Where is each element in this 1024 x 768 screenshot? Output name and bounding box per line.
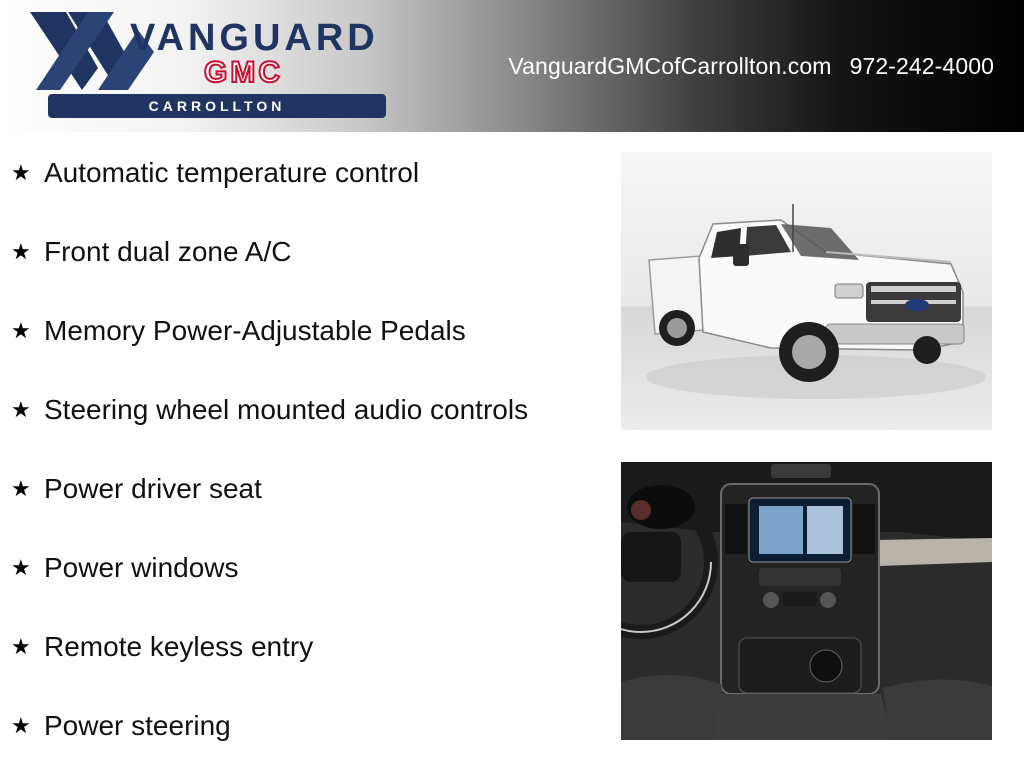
- star-icon: ★: [11, 713, 31, 738]
- dealer-header: [0, 0, 1024, 132]
- feature-label: Power driver seat: [44, 473, 262, 504]
- dealer-phone[interactable]: 972-242-4000: [849, 53, 994, 79]
- list-item: [11, 390, 528, 430]
- feature-label: Front dual zone A/C: [44, 236, 292, 267]
- list-item: [11, 232, 291, 272]
- feature-label: Power steering: [44, 710, 231, 741]
- star-icon: ★: [11, 160, 31, 185]
- logo-gmc: GMC: [204, 56, 283, 89]
- list-item: [11, 627, 313, 667]
- feature-label: Automatic temperature control: [44, 157, 420, 188]
- star-icon: ★: [11, 397, 31, 422]
- star-icon: ★: [11, 476, 31, 501]
- list-item: [11, 469, 262, 509]
- feature-label: Steering wheel mounted audio controls: [44, 394, 529, 425]
- star-icon: ★: [11, 318, 31, 343]
- logo-brand-name: VANGUARD: [130, 17, 379, 59]
- list-item: [11, 311, 466, 351]
- vehicle-interior-photo[interactable]: [621, 462, 992, 740]
- logo-location: CARROLLTON: [148, 98, 286, 114]
- star-icon: ★: [11, 239, 31, 264]
- feature-label: Remote keyless entry: [44, 631, 314, 662]
- vehicle-exterior-photo[interactable]: [621, 152, 992, 430]
- dealer-website-link[interactable]: VanguardGMCofCarrollton.com: [508, 53, 832, 79]
- star-icon: ★: [11, 634, 31, 659]
- contact-info: [508, 53, 994, 80]
- star-icon: ★: [11, 555, 31, 580]
- list-item: [11, 706, 231, 746]
- dealer-logo: [28, 10, 413, 122]
- feature-label: Memory Power-Adjustable Pedals: [44, 315, 466, 346]
- list-item: [11, 548, 239, 588]
- feature-label: Power windows: [44, 552, 239, 583]
- list-item: [11, 153, 419, 193]
